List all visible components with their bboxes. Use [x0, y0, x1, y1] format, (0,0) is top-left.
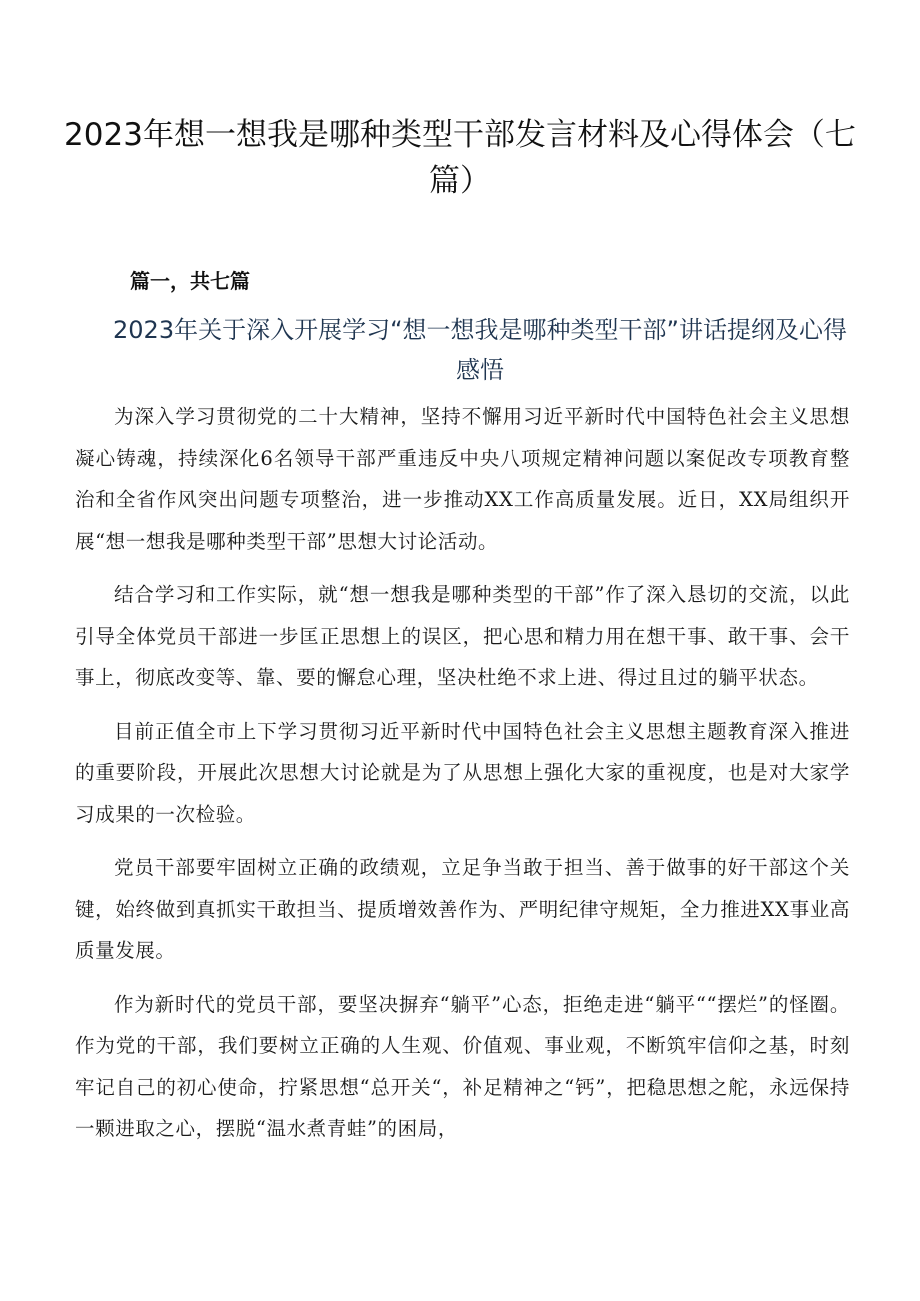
paragraph-1: 为深入学习贯彻党的二十大精神，坚持不懈用习近平新时代中国特色社会主义思想凝心铸魂，持续深化6名领导干部严重违反中央八项规定精神问题以案促改专项教育整治和全省作风突出问题专项整治，进一步推动XX工作高质量发展。近日，XX局组织开展“想一想我是哪种类型干部”思想大讨论活动。	[75, 405, 850, 553]
section-label: 篇一，共七篇	[130, 269, 250, 293]
paragraph-3: 目前正值全市上下学习贯彻习近平新时代中国特色社会主义思想主题教育深入推进的重要阶段，开展此次思想大讨论就是为了从思想上强化大家的重视度，也是对大家学习成果的一次检验。	[75, 719, 850, 826]
article-body	[75, 396, 850, 1162]
document-title: 2023年想一想我是哪种类型干部发言材料及心得体会（七篇）	[64, 117, 856, 199]
paragraph-5: 作为新时代的党员干部，要坚决摒弃“躺平”心态，拒绝走进“躺平““摆烂”的怪圈。作为党的干部，我们要树立正确的人生观、价值观、事业观，不断筑牢信仰之基，时刻牢记自己的初心使命，拧紧思想“总开关“，补足精神之“钙”，把稳思想之舵，永远保持一颗进取之心，摆脱“温水煮青蛙”的困局，	[75, 992, 850, 1140]
paragraph-4: 党员干部要牢固树立正确的政绩观，立足争当敢于担当、善于做事的好干部这个关键，始终做到真抓实干敢担当、提质增效善作为、严明纪律守规矩，全力推进XX事业高质量发展。	[75, 856, 850, 962]
paragraph-2: 结合学习和工作实际，就“想一想我是哪种类型的干部”作了深入恳切的交流，以此引导全体党员干部进一步匡正思想上的误区，把心思和精力用在想干事、敢干事、会干事上，彻底改变等、靠、要的懈怠心理，坚决杜绝不求上进、得过且过的躺平状态。	[75, 583, 850, 689]
article-subtitle: 2023年关于深入开展学习“想一想我是哪种类型干部”讲话提纲及心得感悟	[113, 316, 847, 384]
